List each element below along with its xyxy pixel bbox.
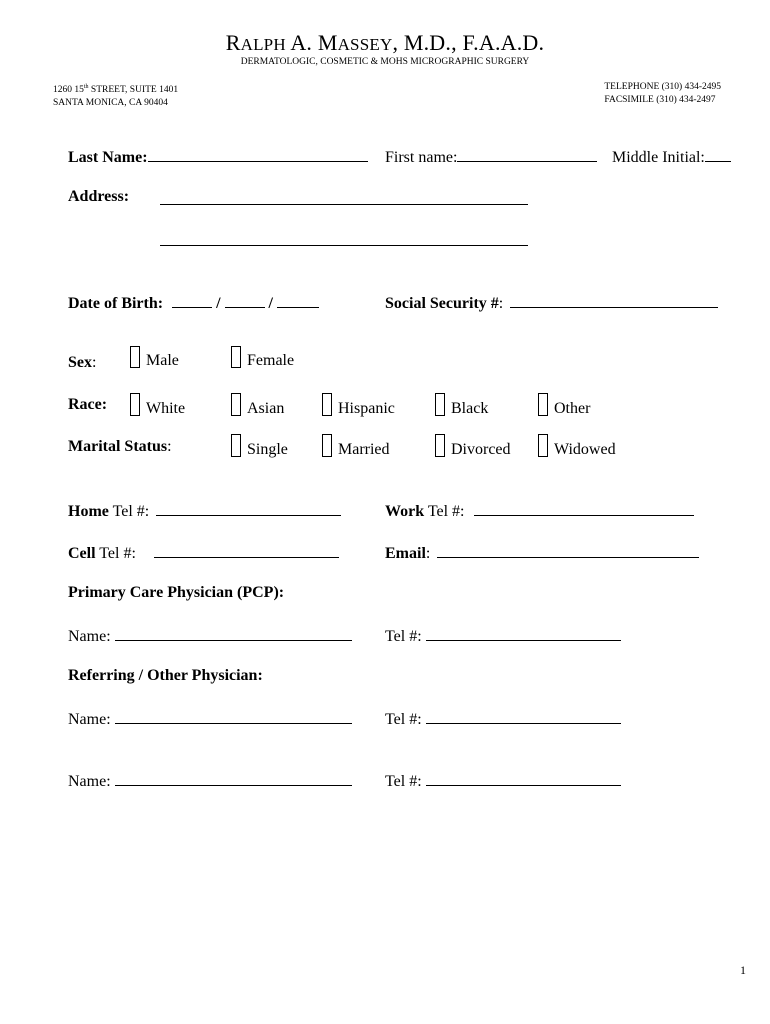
divorced-label: Divorced bbox=[451, 441, 511, 458]
first-name-field[interactable] bbox=[457, 146, 597, 162]
email-label: Email bbox=[385, 545, 426, 562]
sex-option-female[interactable] bbox=[231, 346, 294, 370]
ssn-row bbox=[385, 292, 718, 313]
male-checkbox[interactable] bbox=[130, 346, 140, 368]
dob-row bbox=[68, 292, 319, 313]
race-option-hispanic[interactable] bbox=[322, 393, 395, 418]
dob-year-field[interactable] bbox=[277, 292, 319, 308]
divorced-checkbox[interactable] bbox=[435, 434, 445, 457]
middle-initial-label: Middle Initial: bbox=[612, 149, 705, 166]
marital-status-label: Marital Status bbox=[68, 438, 168, 455]
work-tel-row bbox=[385, 500, 694, 521]
married-label: Married bbox=[338, 441, 390, 458]
referring-tel-label-1: Tel #: bbox=[385, 711, 422, 728]
race-option-asian[interactable] bbox=[231, 393, 284, 418]
contact-numbers bbox=[604, 81, 721, 107]
marital-option-married[interactable] bbox=[322, 434, 390, 459]
marital-status-label-row bbox=[68, 438, 172, 456]
pcp-tel-row bbox=[385, 625, 621, 646]
cell-tel-row bbox=[68, 542, 339, 563]
last-name-label: Last Name: bbox=[68, 149, 148, 166]
race-option-white[interactable] bbox=[130, 393, 185, 418]
middle-initial-row bbox=[612, 146, 731, 167]
referring-name-row-2 bbox=[68, 770, 352, 791]
work-tel-label: Work bbox=[385, 503, 425, 520]
address-line-1-field[interactable] bbox=[160, 204, 528, 205]
asian-label: Asian bbox=[247, 400, 285, 417]
referring-tel-row-2 bbox=[385, 770, 621, 791]
race-option-black[interactable] bbox=[435, 393, 488, 418]
referring-heading: Referring / Other Physician: bbox=[68, 667, 263, 684]
asian-checkbox[interactable] bbox=[231, 393, 241, 416]
other-checkbox[interactable] bbox=[538, 393, 548, 416]
female-checkbox[interactable] bbox=[231, 346, 241, 368]
street-address: 1260 15th STREET, SUITE 1401 SANTA MONICA, CA 90404 bbox=[53, 84, 179, 109]
female-label: Female bbox=[247, 352, 295, 369]
single-label: Single bbox=[247, 441, 288, 458]
race-option-other[interactable] bbox=[538, 393, 590, 418]
first-name-row bbox=[385, 146, 597, 167]
dob-separator-1: / bbox=[216, 295, 221, 312]
city-address: SANTA MONICA, CA 90404 bbox=[53, 98, 168, 109]
dob-separator-2: / bbox=[268, 295, 273, 312]
referring-name-label-2: Name: bbox=[68, 773, 111, 790]
sex-label-row bbox=[68, 354, 96, 372]
other-label: Other bbox=[554, 400, 591, 417]
last-name-field[interactable] bbox=[148, 146, 368, 162]
marital-colon: : bbox=[167, 438, 172, 455]
home-tel-label: Home bbox=[68, 503, 109, 520]
sex-option-male[interactable] bbox=[130, 346, 179, 370]
facsimile-number: FACSIMILE (310) 434-2497 bbox=[604, 95, 716, 105]
email-colon: : bbox=[425, 545, 431, 562]
address-label: Address: bbox=[68, 188, 130, 205]
sex-label: Sex bbox=[68, 354, 92, 371]
home-tel-field[interactable] bbox=[156, 500, 341, 516]
referring-name-row-1 bbox=[68, 708, 352, 729]
hispanic-checkbox[interactable] bbox=[322, 393, 332, 416]
specialty-subtitle: DERMATOLOGIC, COSMETIC & MOHS MICROGRAPHIC SURGERY bbox=[240, 57, 530, 67]
black-label: Black bbox=[451, 400, 489, 417]
physician-name-heading: RALPH A. MASSEY, M.D., F.A.A.D. bbox=[225, 30, 545, 55]
white-checkbox[interactable] bbox=[130, 393, 140, 416]
marital-option-divorced[interactable] bbox=[435, 434, 511, 459]
white-label: White bbox=[146, 400, 186, 417]
dob-month-field[interactable] bbox=[172, 292, 212, 308]
middle-initial-field[interactable] bbox=[705, 146, 731, 162]
cell-tel-suffix: Tel #: bbox=[95, 545, 136, 562]
pcp-tel-field[interactable] bbox=[426, 625, 621, 641]
pcp-tel-label: Tel #: bbox=[385, 628, 422, 645]
email-row bbox=[385, 542, 699, 563]
dob-day-field[interactable] bbox=[225, 292, 265, 308]
referring-tel-field-2[interactable] bbox=[426, 770, 621, 786]
work-tel-suffix: Tel #: bbox=[424, 503, 465, 520]
single-checkbox[interactable] bbox=[231, 434, 241, 457]
ssn-label: Social Security # bbox=[385, 295, 499, 312]
pcp-name-field[interactable] bbox=[115, 625, 352, 641]
ssn-colon: : bbox=[498, 295, 504, 312]
cell-tel-label: Cell bbox=[68, 545, 96, 562]
race-label: Race: bbox=[68, 396, 108, 413]
widowed-checkbox[interactable] bbox=[538, 434, 548, 457]
hispanic-label: Hispanic bbox=[338, 400, 395, 417]
marital-option-widowed[interactable] bbox=[538, 434, 616, 459]
cell-tel-field[interactable] bbox=[154, 542, 339, 558]
pcp-heading: Primary Care Physician (PCP): bbox=[68, 584, 285, 601]
email-field[interactable] bbox=[437, 542, 699, 558]
referring-tel-label-2: Tel #: bbox=[385, 773, 422, 790]
ssn-field[interactable] bbox=[510, 292, 718, 308]
married-checkbox[interactable] bbox=[322, 434, 332, 457]
first-name-label: First name: bbox=[385, 149, 458, 166]
home-tel-row bbox=[68, 500, 341, 521]
page-number: 1 bbox=[740, 963, 746, 977]
dob-label: Date of Birth: bbox=[68, 295, 164, 312]
marital-option-single[interactable] bbox=[231, 434, 288, 459]
last-name-row bbox=[68, 146, 368, 167]
referring-tel-row-1 bbox=[385, 708, 621, 729]
male-label: Male bbox=[146, 352, 179, 369]
sex-colon: : bbox=[92, 354, 97, 371]
black-checkbox[interactable] bbox=[435, 393, 445, 416]
referring-name-field-2[interactable] bbox=[115, 770, 352, 786]
home-tel-suffix: Tel #: bbox=[108, 503, 150, 520]
referring-name-field-1[interactable] bbox=[115, 708, 352, 724]
referring-tel-field-1[interactable] bbox=[426, 708, 621, 724]
work-tel-field[interactable] bbox=[474, 500, 694, 516]
pcp-name-row bbox=[68, 625, 352, 646]
address-line-2-field[interactable] bbox=[160, 245, 528, 246]
pcp-name-label: Name: bbox=[68, 628, 111, 645]
widowed-label: Widowed bbox=[554, 441, 616, 458]
telephone-number: TELEPHONE (310) 434-2495 bbox=[604, 82, 721, 92]
referring-name-label-1: Name: bbox=[68, 711, 111, 728]
